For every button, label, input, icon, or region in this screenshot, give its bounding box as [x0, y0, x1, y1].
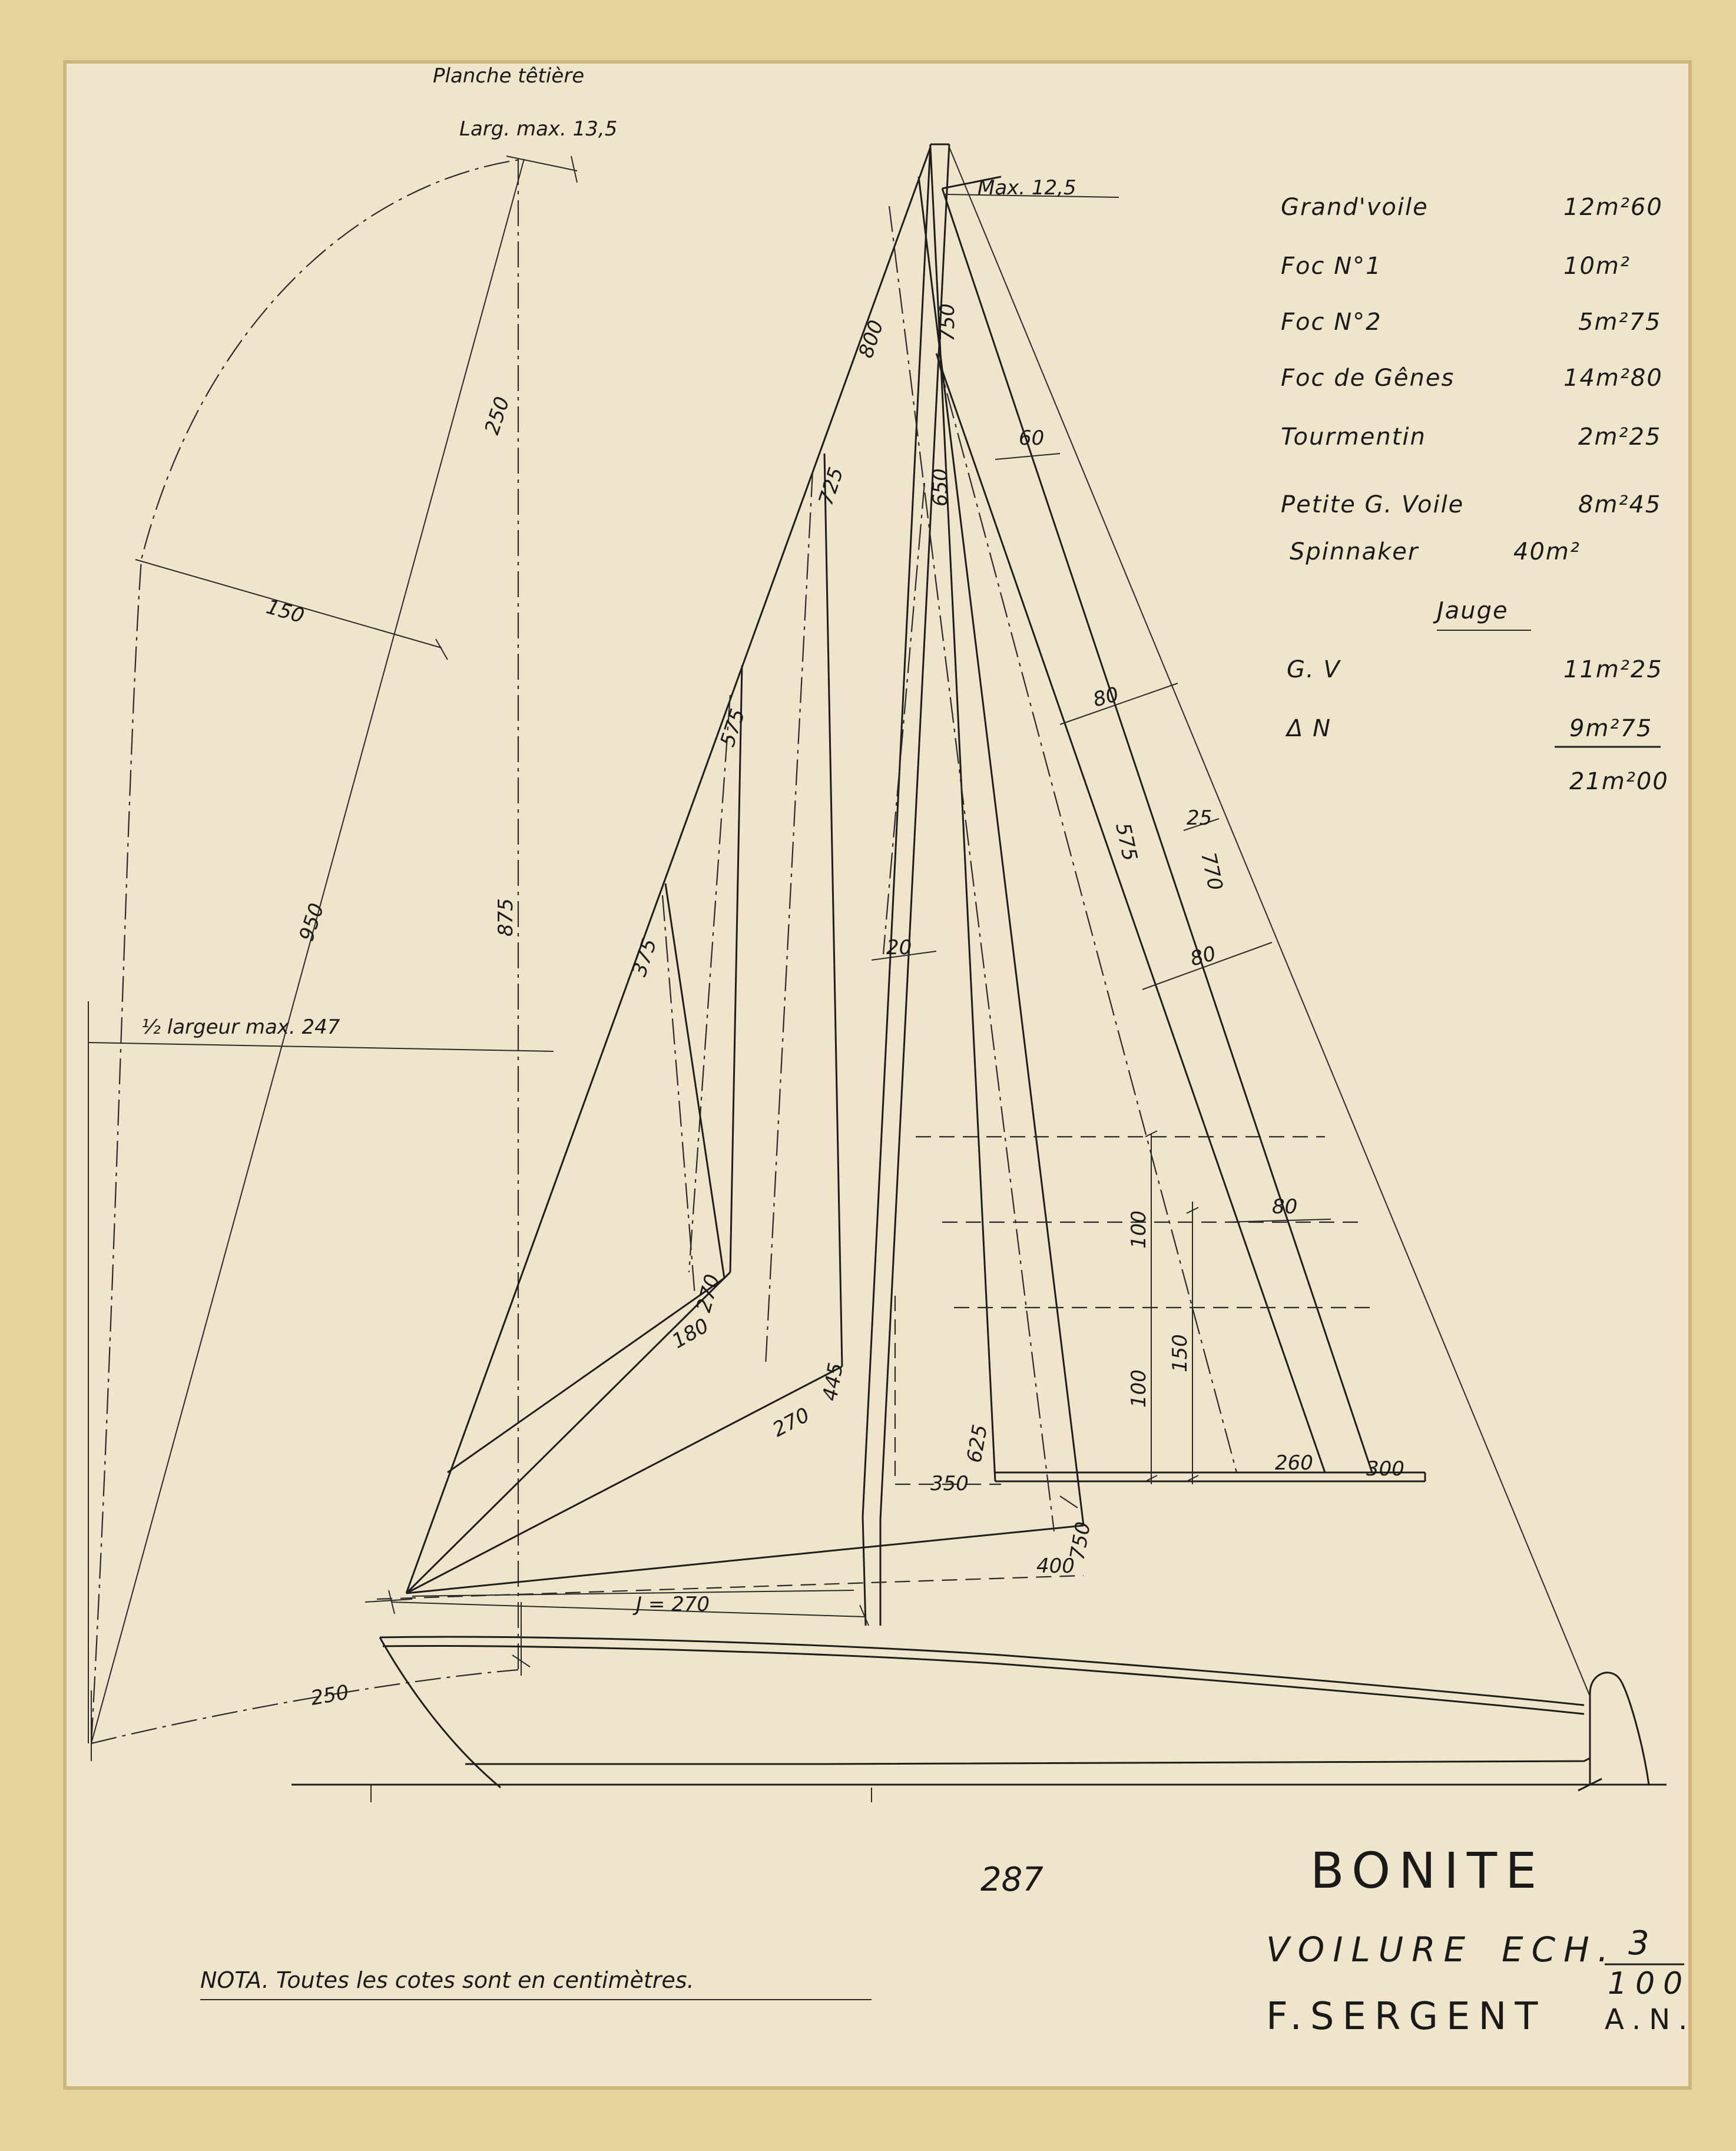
dim-100-a: 100 — [1127, 1210, 1151, 1249]
sail-area-2: 5m²75 — [1578, 309, 1662, 336]
sail-name-3: Foc de Gênes — [1281, 365, 1455, 392]
dim-650: 650 — [929, 468, 952, 507]
sail-name-2: Foc N°2 — [1281, 309, 1382, 336]
jauge-value-1: 9m²75 — [1569, 715, 1653, 742]
sail-area-6: 40m² — [1513, 538, 1581, 565]
dim-575-a: 575 — [715, 706, 750, 750]
sail-area-0: 12m²60 — [1563, 194, 1663, 221]
dim-400: 400 — [1036, 1554, 1075, 1578]
spi-dim-875: 875 — [494, 898, 518, 936]
label-planche-tetiere: Planche têtière — [433, 64, 585, 88]
jauge-name-0: G. V — [1287, 656, 1341, 683]
dim-270-a: 270 — [692, 1272, 725, 1315]
sail-name-0: Grand'voile — [1281, 194, 1429, 221]
designer-suffix: A.N. — [1605, 2003, 1696, 2036]
sail-area-4: 2m²25 — [1578, 423, 1662, 451]
archive-number: 287 — [980, 1861, 1043, 1899]
nota-text: NOTA. Toutes les cotes sont en centimètres. — [200, 1967, 694, 1993]
scale-denominator: 100 — [1608, 1966, 1691, 2001]
dim-20: 20 — [886, 936, 912, 959]
dim-750-top: 750 — [936, 303, 959, 342]
spi-dim-250-bottom: 250 — [309, 1680, 351, 1710]
scale-numerator: 3 — [1628, 1924, 1658, 1963]
dim-750-bottom: 750 — [1065, 1520, 1096, 1562]
dim-575-b: 575 — [1111, 820, 1142, 863]
sail-area-1: 10m² — [1563, 253, 1631, 280]
spi-dim-150: 150 — [263, 595, 307, 628]
dim-80-c: 80 — [1272, 1195, 1298, 1219]
dim-270-b: 270 — [768, 1403, 814, 1442]
dim-350: 350 — [930, 1472, 969, 1495]
scale-label: ECH. — [1502, 1930, 1617, 1970]
dim-150: 150 — [1168, 1334, 1192, 1372]
dim-100-b: 100 — [1127, 1369, 1151, 1408]
dim-770: 770 — [1196, 850, 1227, 893]
dim-25: 25 — [1187, 806, 1212, 830]
spi-dim-half-width: ½ largeur max. 247 — [141, 1015, 340, 1039]
dim-180: 180 — [668, 1313, 713, 1354]
dim-375: 375 — [627, 935, 662, 979]
dim-725: 725 — [814, 464, 849, 508]
designer-name: F.SERGENT — [1266, 1995, 1546, 2039]
spi-dim-250-top: 250 — [480, 393, 515, 438]
dim-800: 800 — [854, 317, 889, 361]
spi-dim-950: 950 — [294, 900, 329, 944]
sail-name-1: Foc N°1 — [1281, 253, 1382, 280]
label-larg-max: Larg. max. 13,5 — [459, 117, 618, 141]
sail-area-3: 14m²80 — [1563, 365, 1663, 392]
jauge-label: Jauge — [1437, 597, 1509, 624]
dim-300: 300 — [1366, 1457, 1404, 1481]
dim-625: 625 — [962, 1422, 993, 1465]
dim-j: J = 270 — [636, 1593, 710, 1616]
dim-260: 260 — [1275, 1451, 1313, 1475]
sail-name-4: Tourmentin — [1281, 423, 1426, 451]
jauge-value-0: 11m²25 — [1563, 656, 1663, 683]
dim-60: 60 — [1019, 426, 1045, 450]
sail-name-6: Spinnaker — [1290, 538, 1419, 565]
dim-445: 445 — [818, 1361, 849, 1403]
drawing-subtitle: VOILURE — [1266, 1930, 1474, 1970]
jauge-name-1: Δ N — [1287, 715, 1331, 742]
dim-80-a: 80 — [1090, 682, 1122, 712]
sail-name-5: Petite G. Voile — [1281, 491, 1465, 518]
dim-80-b: 80 — [1187, 941, 1219, 971]
jauge-total: 21m²00 — [1569, 768, 1669, 795]
dim-max-masthead: Max. 12,5 — [978, 176, 1076, 200]
sail-area-5: 8m²45 — [1578, 491, 1662, 518]
boat-name: BONITE — [1310, 1842, 1545, 1900]
